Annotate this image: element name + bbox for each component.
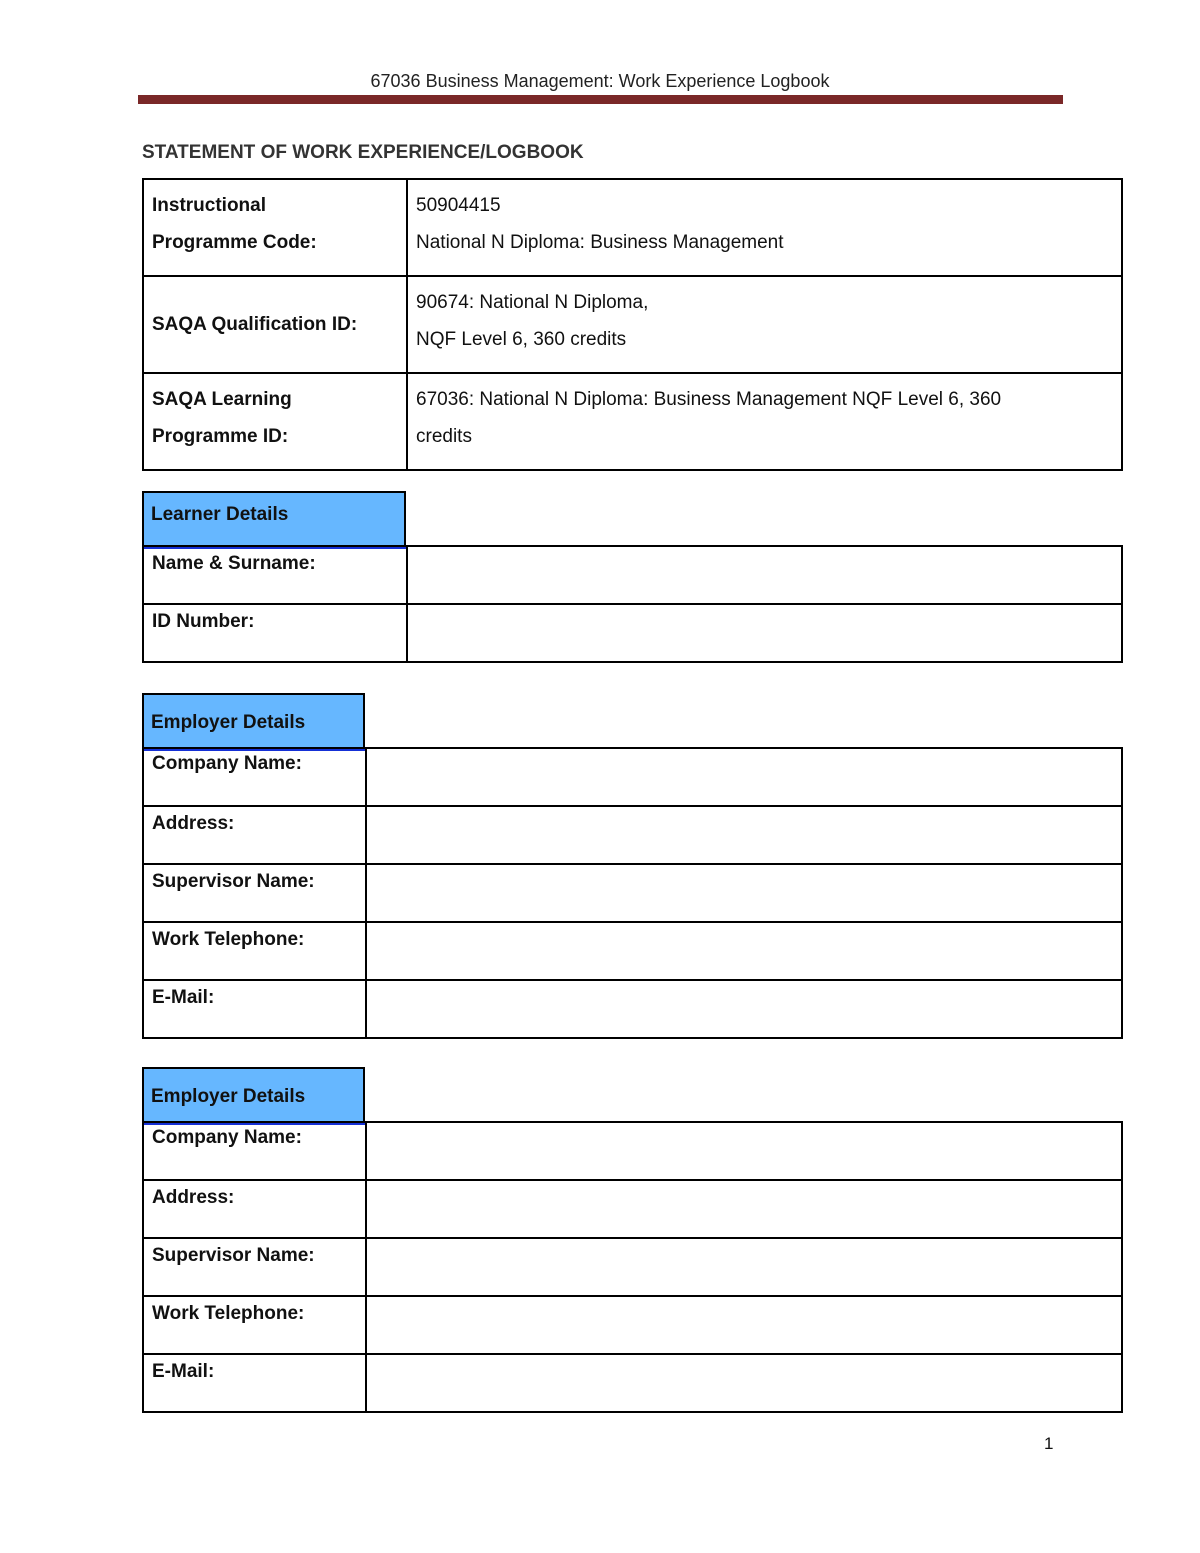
field-label: Name & Surname: — [143, 546, 407, 604]
document-title: STATEMENT OF WORK EXPERIENCE/LOGBOOK — [142, 142, 584, 163]
employer-row — [143, 1354, 1122, 1412]
employer-row — [143, 922, 1122, 980]
employer-details-table-2 — [142, 1121, 1123, 1413]
field-label: Supervisor Name: — [143, 864, 366, 922]
programme-row-code — [143, 179, 1122, 276]
field-label: ID Number: — [143, 604, 407, 662]
learner-details-heading: Learner Details — [142, 491, 406, 547]
employer-details-heading: Employer Details — [142, 693, 365, 749]
saqa-qualification-value: 90674: National N Diploma, NQF Level 6, 360 credits — [407, 276, 1122, 373]
saqa-learning-label: SAQA Learning Programme ID: — [143, 373, 407, 470]
saqa-qualification-label: SAQA Qualification ID: — [143, 276, 407, 373]
employer-row — [143, 1122, 1122, 1180]
id-number-field[interactable] — [407, 604, 1122, 662]
field-label: E-Mail: — [143, 1354, 366, 1412]
saqa-learning-value: 67036: National N Diploma: Business Management NQF Level 6, 360 credits — [407, 373, 1122, 470]
email-field[interactable] — [366, 1354, 1122, 1412]
employer-row — [143, 864, 1122, 922]
programme-row-saqa-qualification — [143, 276, 1122, 373]
work-telephone-field[interactable] — [366, 1296, 1122, 1354]
supervisor-name-field[interactable] — [366, 864, 1122, 922]
company-name-field[interactable] — [366, 748, 1122, 806]
programme-table — [142, 178, 1123, 471]
field-label: E-Mail: — [143, 980, 366, 1038]
supervisor-name-field[interactable] — [366, 1238, 1122, 1296]
name-surname-field[interactable] — [407, 546, 1122, 604]
address-field[interactable] — [366, 806, 1122, 864]
employer-row — [143, 748, 1122, 806]
page-number: 1 — [1044, 1434, 1054, 1453]
field-label: Work Telephone: — [143, 1296, 366, 1354]
field-label: Supervisor Name: — [143, 1238, 366, 1296]
field-label: Work Telephone: — [143, 922, 366, 980]
field-label: Address: — [143, 806, 366, 864]
field-label: Company Name: — [143, 1122, 366, 1180]
header-rule — [138, 95, 1063, 104]
address-field[interactable] — [366, 1180, 1122, 1238]
employer-row — [143, 1296, 1122, 1354]
employer-details-heading-2: Employer Details — [142, 1067, 365, 1123]
learner-row — [143, 546, 1122, 604]
employer-row — [143, 1238, 1122, 1296]
field-label: Company Name: — [143, 748, 366, 806]
programme-row-saqa-learning — [143, 373, 1122, 470]
learner-details-table — [142, 545, 1123, 663]
employer-row — [143, 806, 1122, 864]
work-telephone-field[interactable] — [366, 922, 1122, 980]
employer-details-table — [142, 747, 1123, 1039]
company-name-field[interactable] — [366, 1122, 1122, 1180]
programme-code-value: 50904415 National N Diploma: Business Management — [407, 179, 1122, 276]
employer-row — [143, 980, 1122, 1038]
learner-row — [143, 604, 1122, 662]
running-header: 67036 Business Management: Work Experience Logbook — [370, 71, 830, 91]
programme-code-label: Instructional Programme Code: — [143, 179, 407, 276]
field-label: Address: — [143, 1180, 366, 1238]
email-field[interactable] — [366, 980, 1122, 1038]
employer-row — [143, 1180, 1122, 1238]
